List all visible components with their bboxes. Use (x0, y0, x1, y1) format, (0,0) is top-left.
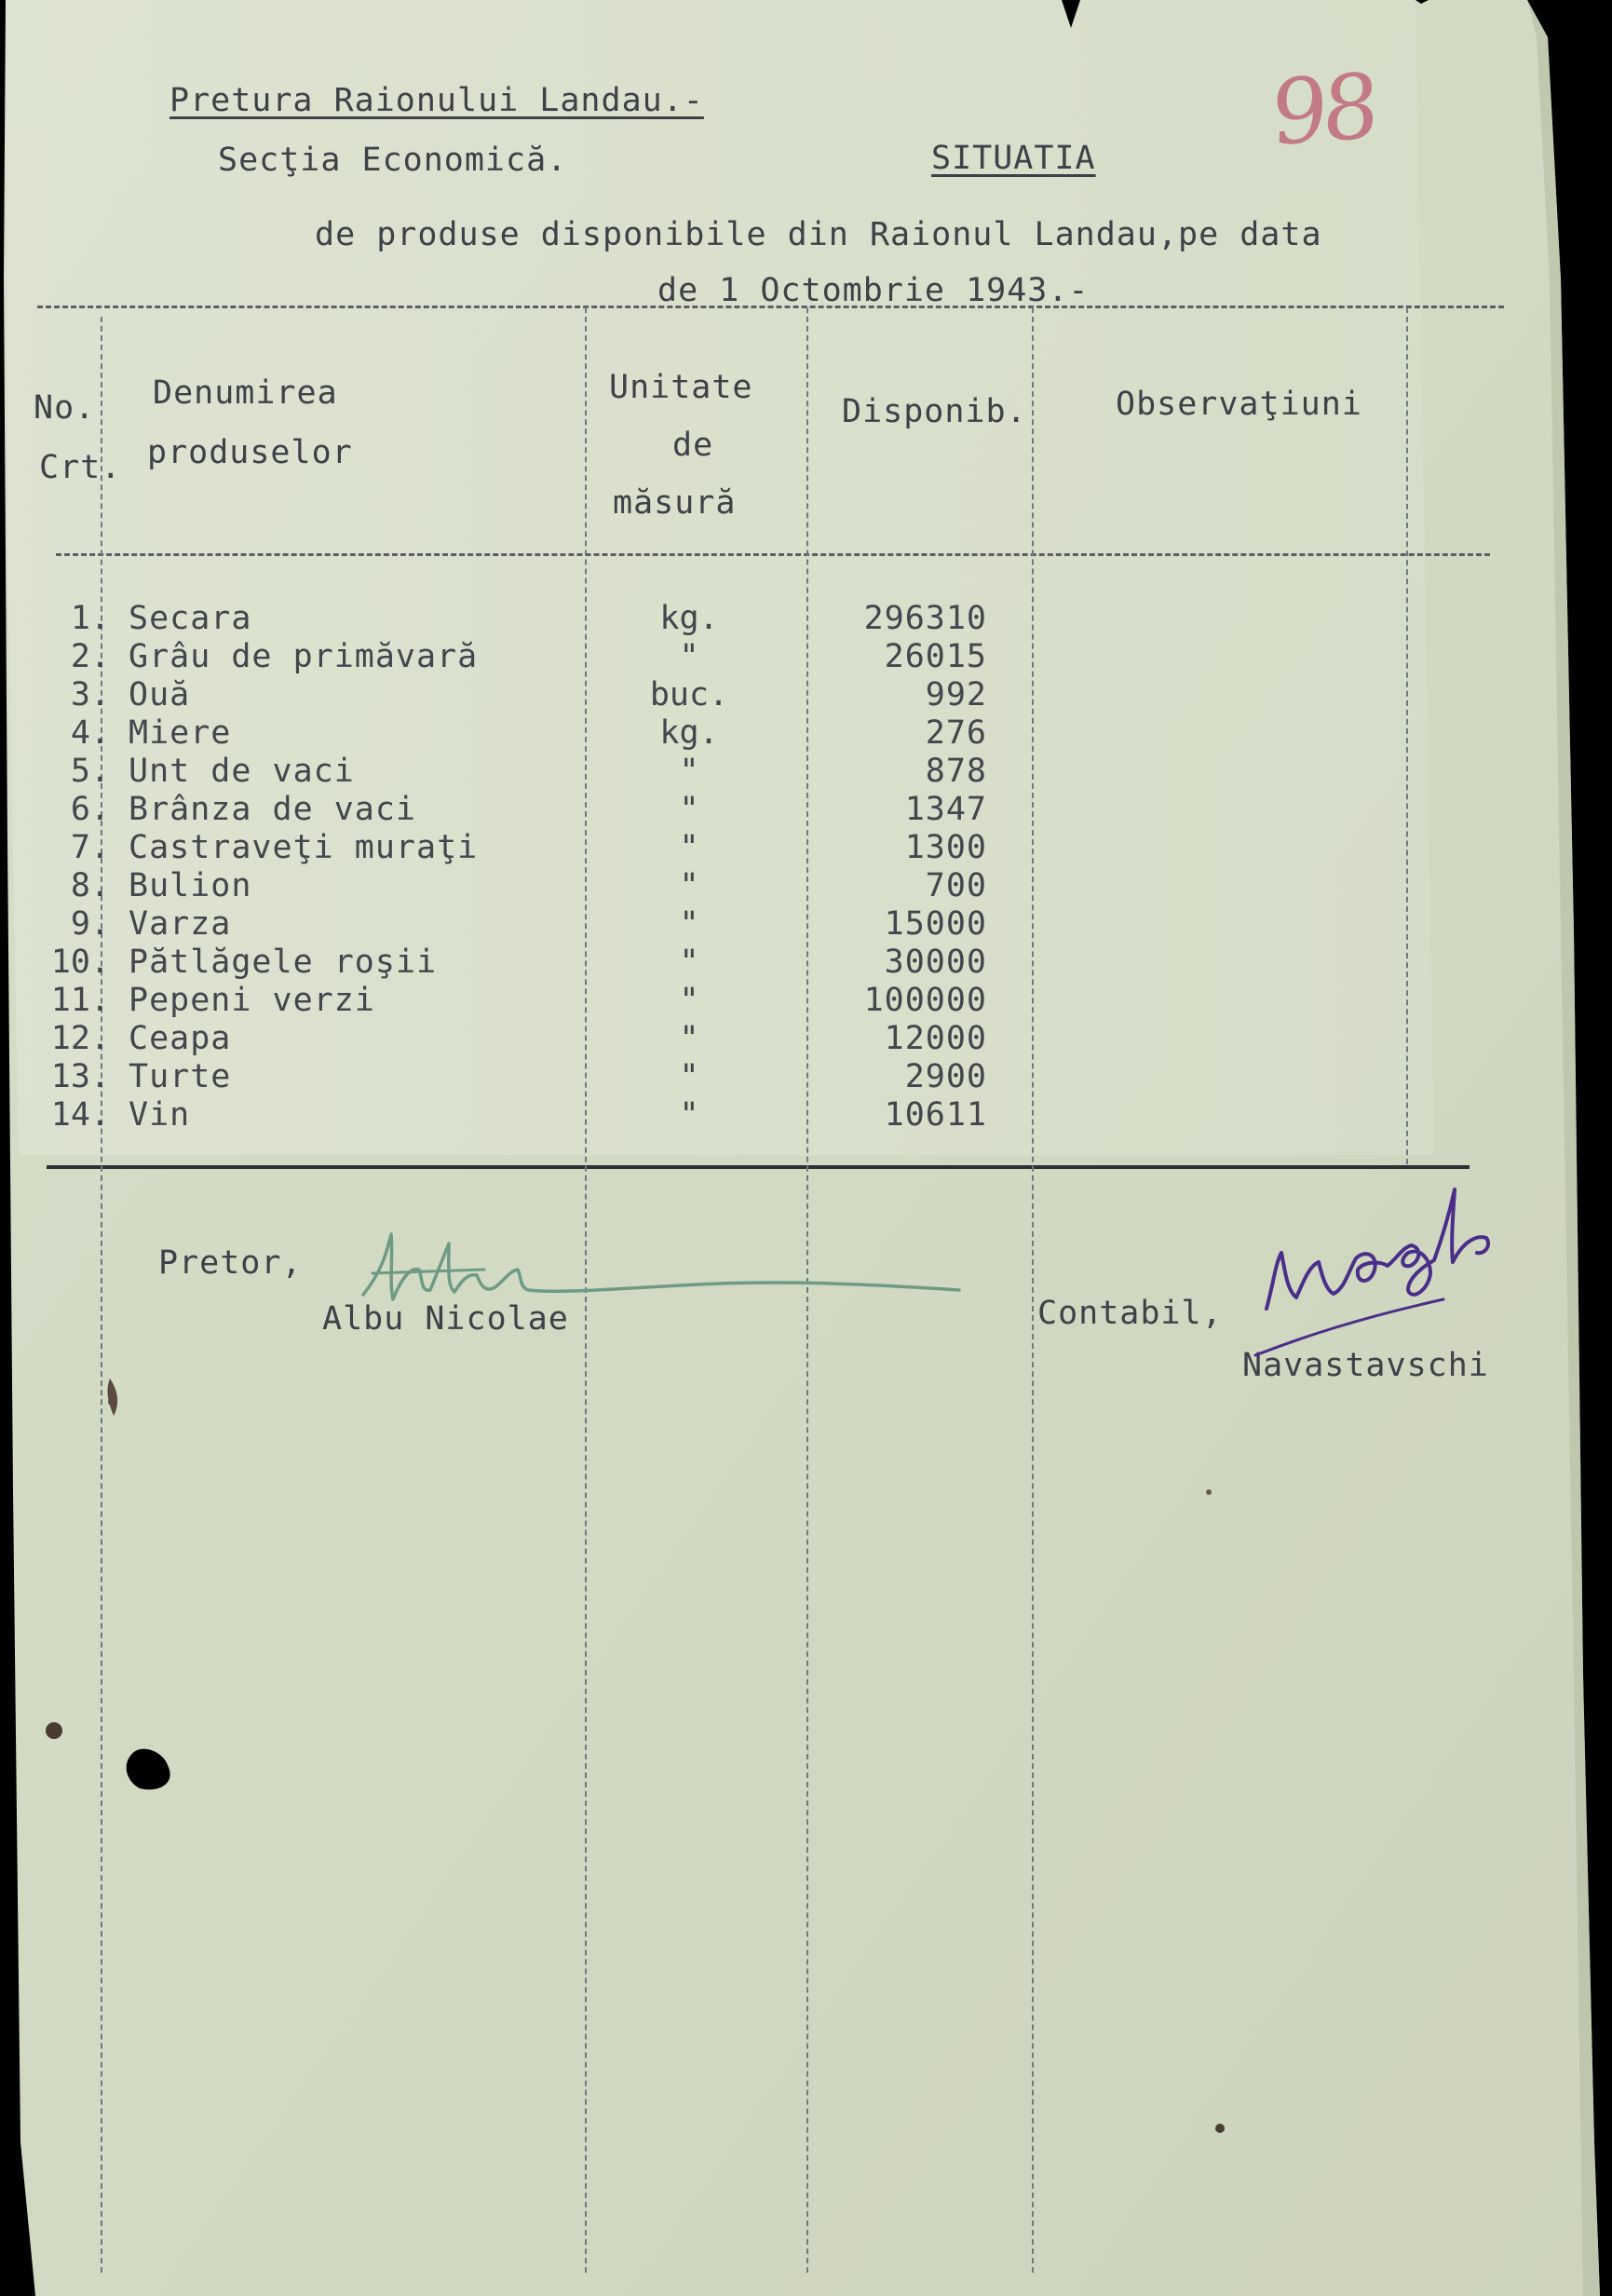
table-row (0, 600, 1612, 637)
product-name: Turte (129, 1058, 232, 1095)
signature-left-role: Pretor, (158, 1244, 303, 1282)
row-number: 5. (70, 753, 110, 790)
table-row (0, 714, 1612, 752)
row-number: 14. (50, 1096, 110, 1134)
product-name: Castraveţi muraţi (129, 829, 479, 866)
signature-right-name: Navastavschi (1242, 1347, 1489, 1384)
available-quantity: 12000 (884, 1020, 987, 1057)
available-quantity: 700 (925, 867, 987, 904)
unit-of-measure: " (679, 753, 699, 790)
header-unit-line3: măsură (613, 484, 737, 522)
product-name: Brânza de vaci (129, 791, 417, 828)
row-number: 1. (70, 600, 110, 637)
row-number: 11. (50, 982, 110, 1019)
available-quantity: 276 (925, 714, 987, 752)
table-row (0, 944, 1612, 981)
product-name: Miere (129, 714, 232, 752)
product-name: Varza (129, 905, 232, 943)
available-quantity: 15000 (884, 905, 987, 943)
unit-of-measure: " (679, 1058, 699, 1095)
row-number: 3. (70, 676, 110, 713)
unit-of-measure: " (679, 638, 699, 675)
header-unit-line1: Unitate (609, 369, 753, 406)
table-row (0, 1058, 1612, 1095)
unit-of-measure: " (679, 829, 699, 866)
product-name: Unt de vaci (129, 753, 355, 790)
row-number: 8. (70, 867, 110, 904)
office-name: Pretura Raionului Landau.- (169, 82, 704, 119)
product-name: Ceapa (129, 1020, 232, 1057)
unit-of-measure: " (679, 867, 699, 904)
handwritten-signature-right (1248, 1169, 1509, 1365)
available-quantity: 26015 (884, 638, 987, 675)
signature-left-name: Albu Nicolae (322, 1300, 569, 1338)
available-quantity: 30000 (884, 944, 987, 981)
table-header-rule (56, 553, 1490, 556)
table-row (0, 676, 1612, 713)
product-name: Grâu de primăvară (129, 638, 479, 675)
document-title: SITUATIA (931, 140, 1096, 177)
document-subtitle-line2: de 1 Octombrie 1943.- (657, 272, 1090, 309)
product-name: Secara (129, 600, 252, 637)
header-name-line2: produselor (147, 434, 353, 471)
product-name: Bulion (129, 867, 252, 904)
row-number: 13. (50, 1058, 110, 1095)
row-number: 4. (70, 714, 110, 752)
row-number: 10. (50, 944, 110, 981)
table-row (0, 982, 1612, 1019)
unit-of-measure: " (679, 791, 699, 828)
header-qty: Disponib. (842, 393, 1027, 430)
table-row (0, 753, 1612, 790)
table-row (0, 1096, 1612, 1134)
table-row (0, 791, 1612, 828)
header-name-line1: Denumirea (153, 374, 338, 412)
available-quantity: 992 (925, 676, 987, 713)
row-number: 9. (70, 905, 110, 943)
row-number: 2. (70, 638, 110, 675)
table-row (0, 905, 1612, 943)
document-subtitle-line1: de produse disponibile din Raionul Landau,pe data (315, 216, 1322, 253)
handwritten-signature-left (345, 1216, 978, 1318)
available-quantity: 1300 (904, 829, 987, 866)
section-name: Secţia Economică. (218, 142, 568, 179)
table-row (0, 829, 1612, 866)
product-name: Vin (129, 1096, 191, 1134)
available-quantity: 296310 (863, 600, 987, 637)
product-name: Ouă (129, 676, 191, 713)
product-name: Pepeni verzi (129, 982, 375, 1019)
table-row (0, 638, 1612, 675)
header-observations: Observaţiuni (1116, 386, 1362, 423)
unit-of-measure: " (679, 905, 699, 943)
unit-of-measure: " (679, 944, 699, 981)
unit-of-measure: " (679, 1020, 699, 1057)
available-quantity: 878 (925, 753, 987, 790)
row-number: 12. (50, 1020, 110, 1057)
row-number: 6. (70, 791, 110, 828)
header-no-line2: Crt. (39, 449, 122, 486)
unit-of-measure: " (679, 982, 699, 1019)
header-unit-line2: de (672, 427, 714, 464)
available-quantity: 1347 (904, 791, 987, 828)
header-no-line1: No. (34, 389, 96, 427)
table-top-rule (37, 306, 1504, 308)
available-quantity: 2900 (904, 1058, 987, 1095)
table-row (0, 1020, 1612, 1057)
table-row (0, 867, 1612, 904)
unit-of-measure: buc. (649, 676, 729, 713)
row-number: 7. (70, 829, 110, 866)
unit-of-measure: kg. (659, 600, 719, 637)
folio-number: 98 (1269, 53, 1375, 167)
signature-right-role: Contabil, (1037, 1295, 1223, 1332)
unit-of-measure: kg. (659, 714, 719, 752)
available-quantity: 10611 (884, 1096, 987, 1134)
product-name: Pătlăgele roşii (129, 944, 438, 981)
available-quantity: 100000 (863, 982, 987, 1019)
unit-of-measure: " (679, 1096, 699, 1134)
